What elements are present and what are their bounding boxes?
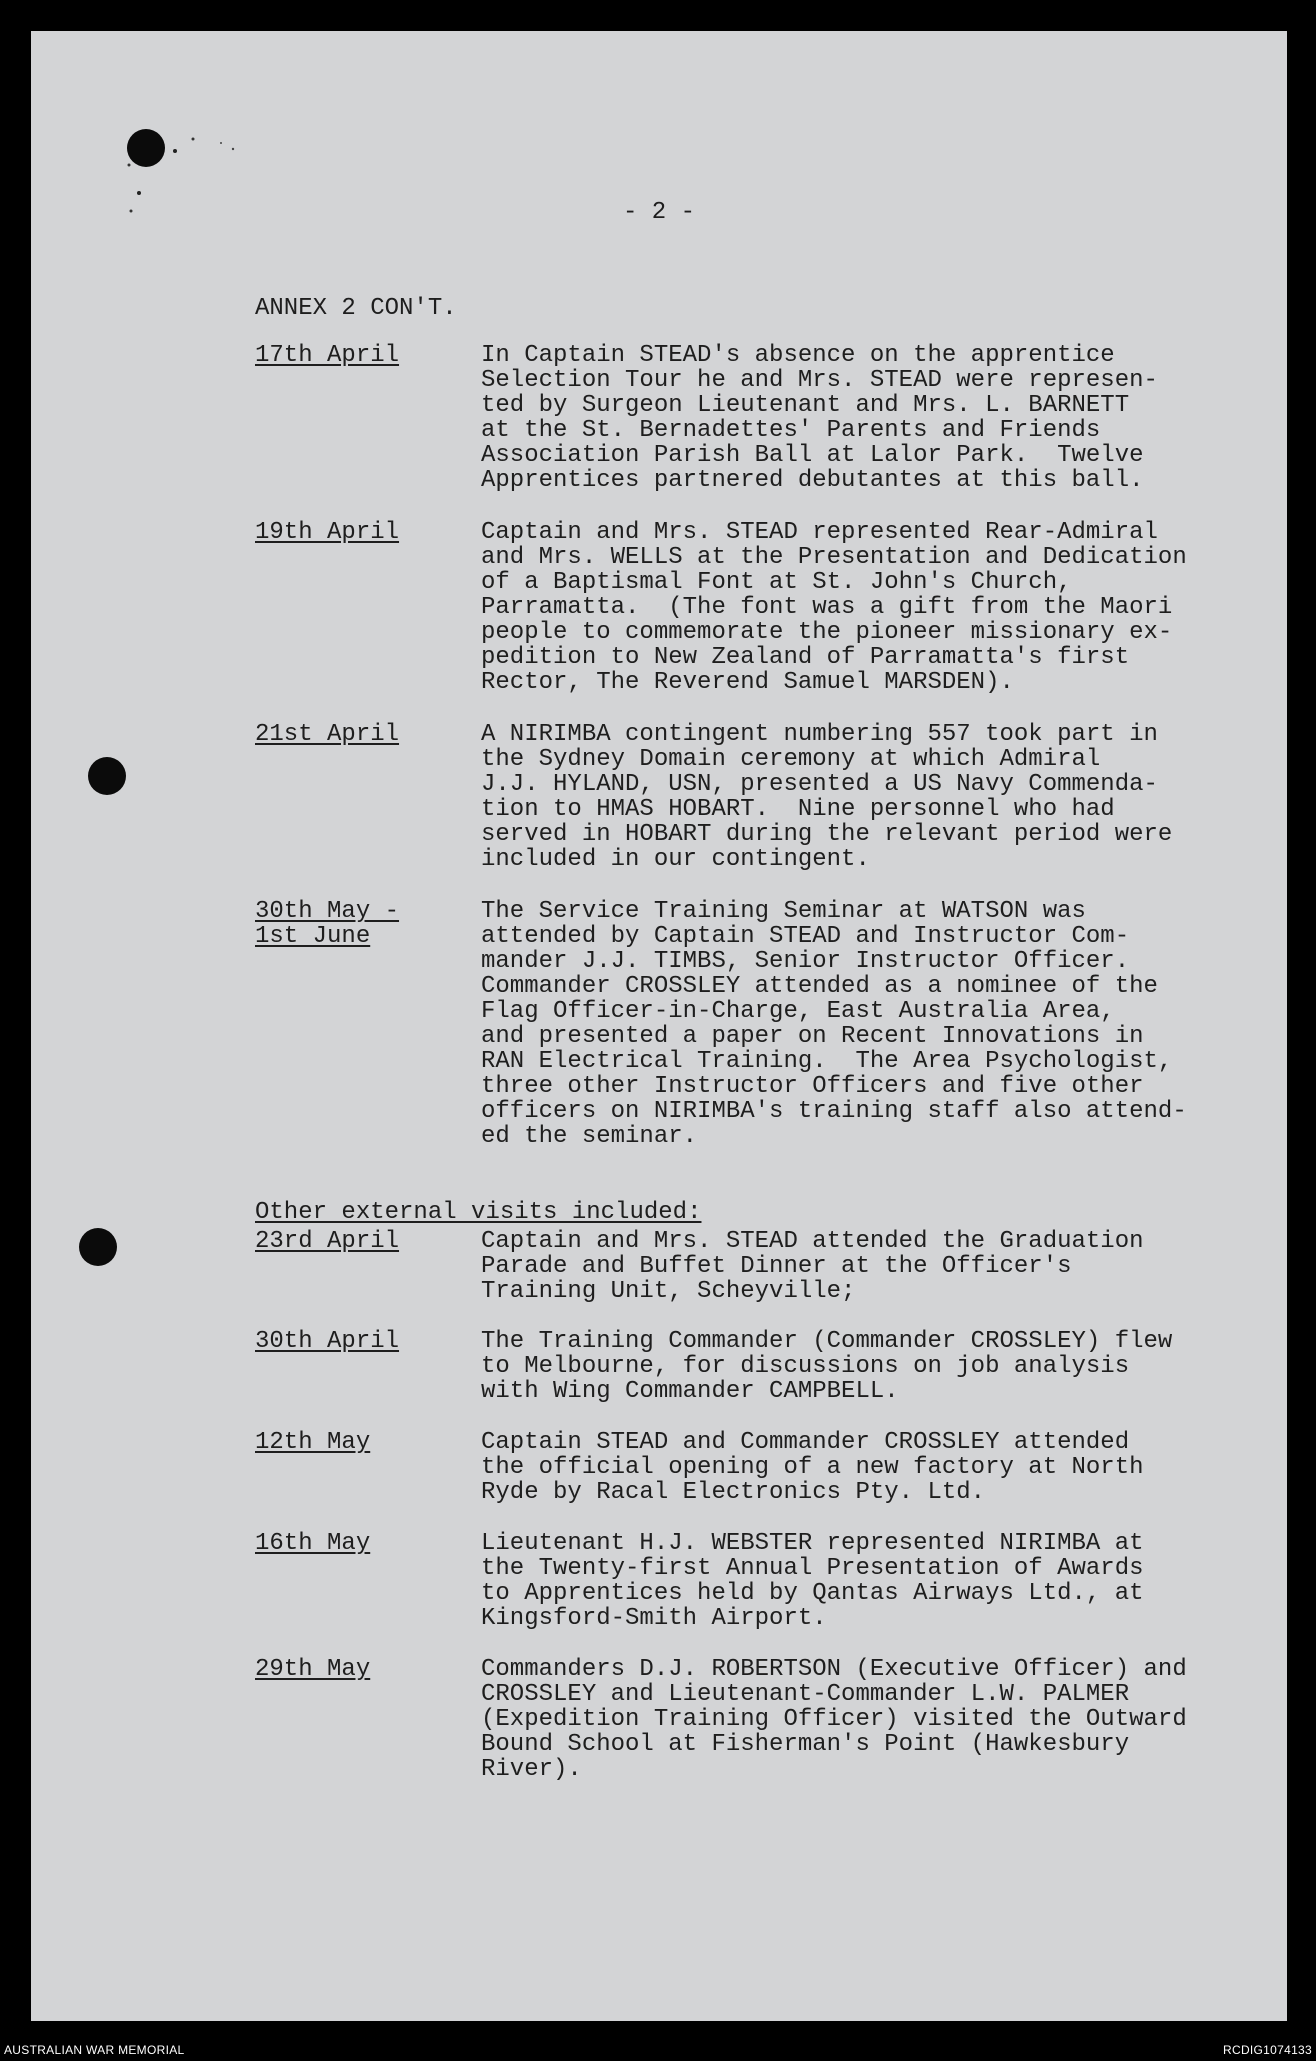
punch-hole-lower: [79, 1228, 117, 1266]
entry-text: Captain and Mrs. STEAD attended the Graduation Parade and Buffet Dinner at the Officer's Training Unit, Scheyville;: [481, 1228, 1144, 1305]
entry-text: Captain and Mrs. STEAD represented Rear-Admiral and Mrs. WELLS at the Presentation and Dedication of a Baptismal Font at St. John's Church, Parramatta. (The font was a gift from the Maori people to commemorate the pioneer missionary ex- pedition to New Zealand of Parramatta's first Rector, The Reverend Samuel MARSDEN).: [481, 519, 1187, 696]
entry-text: Captain STEAD and Commander CROSSLEY attended the official opening of a new factory at North Ryde by Racal Electronics Pty. Ltd.: [481, 1429, 1144, 1506]
entry-date: 30th April: [255, 1328, 400, 1355]
entry-text: The Service Training Seminar at WATSON was attended by Captain STEAD and Instructor Com- mander J.J. TIMBS, Senior Instructor Officer. Commander CROSSLEY attended as a nominee of the Flag Officer-in-Charge, East Australia Area, and presented a paper on Recent Innovations in RAN Electrical Training. The Area Psychologist, three other Instructor Officers and five other officers on NIRIMBA's training staff also attend- ed the seminar.: [481, 898, 1187, 1150]
document-page: [31, 31, 1287, 2021]
entry-text: Commanders D.J. ROBERTSON (Executive Officer) and CROSSLEY and Lieutenant-Commander L.W. PALMER (Expedition Training Officer) visited the Outward Bound School at Fisherman's Point (Hawkesbury River).: [481, 1656, 1187, 1783]
entry-date: 17th April: [255, 342, 400, 369]
footer-source: AUSTRALIAN WAR MEMORIAL: [4, 2043, 185, 2057]
punch-hole-top: [127, 129, 165, 167]
page-number: - 2 -: [622, 199, 695, 226]
punch-hole-middle: [88, 757, 126, 795]
entry-date: 16th May: [255, 1530, 371, 1557]
entry-text: A NIRIMBA contingent numbering 557 took part in the Sydney Domain ceremony at which Admiral J.J. HYLAND, USN, presented a US Navy Commenda- tion to HMAS HOBART. Nine personnel who had served in HOBART during the relevant period were included in our contingent.: [481, 721, 1173, 873]
other-visits-heading: Other external visits included:: [255, 1199, 702, 1226]
entry-date: 29th May: [255, 1656, 371, 1683]
entry-text: In Captain STEAD's absence on the apprentice Selection Tour he and Mrs. STEAD were represen- ted by Surgeon Lieutenant and Mrs. L. BARNETT at the St. Bernadettes' Parents and Friends Association Parish Ball at Lalor Park. Twelve Apprentices partnered debutantes at this ball.: [481, 342, 1158, 494]
entry-text: Lieutenant H.J. WEBSTER represented NIRIMBA at the Twenty-first Annual Presentation of Awards to Apprentices held by Qantas Airways Ltd., at Kingsford-Smith Airport.: [481, 1530, 1144, 1632]
entry-date: 23rd April: [255, 1228, 400, 1255]
entry-text: The Training Commander (Commander CROSSLEY) flew to Melbourne, for discussions on job analysis with Wing Commander CAMPBELL.: [481, 1328, 1173, 1405]
entry-date: 12th May: [255, 1429, 371, 1456]
annex-heading: ANNEX 2 CON'T.: [255, 295, 457, 322]
footer-record-id: RCDIG1074133: [1223, 2043, 1312, 2057]
entry-date: 19th April: [255, 519, 400, 546]
entry-date: 21st April: [255, 721, 400, 748]
entry-date: 30th May - 1st June: [255, 898, 400, 950]
